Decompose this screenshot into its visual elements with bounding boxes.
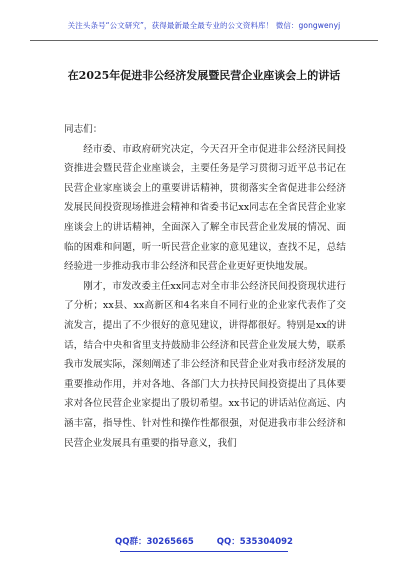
paragraph-2: 刚才，市发改委主任xx同志对全市非公经济民间投资现状进行了分析；xx县、xx高新区和4名来自不同行业的企业家代表作了交流发言，提出了不少很好的意见建议，讲得都很好。特别是xx的讲话，结合中央和省里支持鼓励非公经济和民营企业发展大势，联系我市发展实际，深刻阐述了非公经济和民营企业对我市经济发展的重要推动作用，并对各地、各部门大力扶持民间投资提出了具体要求对各位民营企业家提出了殷切希望。xx书记的讲话站位高远、内涵丰富，指导性、针对性和操作性都很强，对促进我市非公经济和民营企业发展具有重要的指导意义，我们 — [64, 280, 346, 449]
footer-underline — [120, 551, 288, 552]
salutation: 同志们： — [64, 124, 103, 135]
qq-group-text: QQ群：30265665 — [115, 537, 194, 547]
document-body — [64, 120, 346, 453]
top-banner: 关注头条号“公文研究”，获得最新最全最专业的公文资料库！ 微信：gongwenyj — [67, 21, 341, 30]
footer-contact — [0, 535, 408, 547]
qq-text: QQ：535304092 — [216, 537, 293, 547]
document-title: 在2025年促进非公经济发展暨民营企业座谈会上的讲话 — [67, 69, 341, 82]
paragraph-1: 经市委、市政府研究决定，今天召开全市促进非公经济民间投资推进会暨民营企业座谈会，主要任务是学习贯彻习近平总书记在民营企业家座谈会上的重要讲话精神，贯彻落实全省促进非公经济发展民间投资现场推进会精神和省委书记xx同志在全省民营企业家座谈会上的讲话精神，全面深入了解全市民营企业发展的情况、面临的困难和问题，听一听民营企业家的意见建议，查找不足，总结经验进一步推动我市非公经济和民营企业更好更快地发展。 — [64, 143, 346, 273]
header-divider — [30, 40, 378, 41]
